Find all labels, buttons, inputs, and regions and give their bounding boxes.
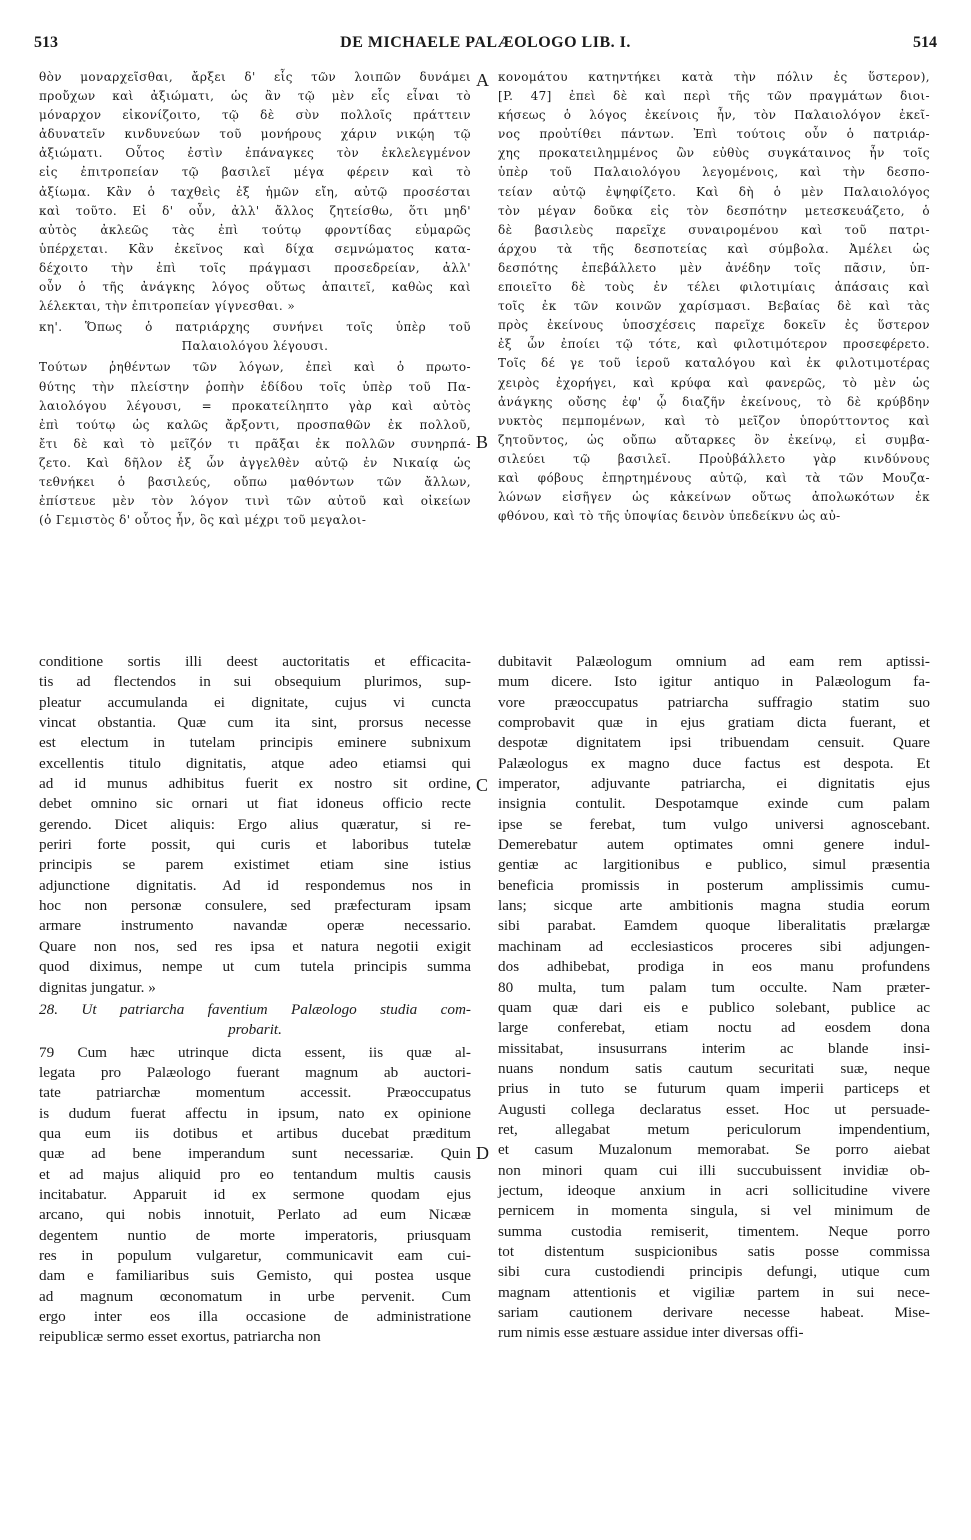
text-line: conditione sortis illi deest auctoritatis et efficacita- <box>39 653 471 670</box>
text-line: vore præoccupatus patriarcha suffragio statim suo <box>498 693 930 711</box>
text-line: νος προὐτίθει πάντων. Ἐπὶ τούτοις οὖν ὁ πατριάρ- <box>498 127 930 142</box>
text-line: καὶ φόβους ἐπηρτημένους αὐτῷ, καὶ τὰ τῶν Μουζα- <box>498 470 930 485</box>
text-line: εἰς ἐπιτροπείαν τῷ βασιλεῖ μέγα φέρειν καὶ τὸ <box>39 165 471 180</box>
text-line: ζετο. Καὶ δῆλον ἐξ ὧν ἀγγελθὲν αὐτῷ ἐν Νικαίᾳ ὡς <box>39 455 471 470</box>
text-line: missitabat, insusurrans interim ac blande insi- <box>498 1039 930 1057</box>
text-line: dos adhibebat, prodiga in eos manu profundens <box>498 958 930 976</box>
text-line: Demerebatur autem optimates omni genere indul- <box>498 836 930 854</box>
text-line: incitabatur. Apparuit id ex sermone quodam ejus <box>39 1185 471 1203</box>
text-line: δεσπότης ἐπεβάλλετο μὲν ἀνέδην τοῖς πᾶσιν, ὑπ- <box>498 260 930 275</box>
text-line: τείαν αὐτῷ ἐψηφίζετο. Καὶ δὴ ὁ μὲν Παλαιολόγος <box>498 184 930 199</box>
text-line: is dudum fuerat affectu in ipsum, nato ex opinione <box>39 1104 471 1122</box>
latin-translation-right-column <box>498 652 930 1344</box>
latin-paragraph-left-2 <box>39 1043 471 1348</box>
text-line: νυκτὸς πεμπομένων, καὶ τὸ μεῖζον ὑπορύττοντος καὶ <box>498 413 930 428</box>
text-line: τοῖς ἐκ τῶν κοινῶν χαρίσμασι. Βεβαίας δὲ καὶ τὰς <box>498 299 930 314</box>
text-line: φθόνου, καὶ τὸ τῆς ὑποψίας δεινὸν ὑπεδείκνυ ὡς αὐ- <box>498 509 841 524</box>
text-line: ἐπὶ τούτῳ ὡς καλῶς ἄρξοντι, προσπαθῶν ἐκ πολλοῦ, <box>39 417 471 432</box>
page-header <box>34 34 937 56</box>
text-line: άρχου τὰ τῆς δεσποτείας καὶ σύμβολα. Ἀμέλει ὡς <box>498 241 930 256</box>
text-line: εποιεῖτο δὲ τοὺς ἐν τέλει φιλοτιμίαις ἁπάσαις καὶ <box>498 280 930 295</box>
text-line: θὸν μοναρχεῖσθαι, ἄρξει δ' εἷς τῶν λοιπῶν δυνάμει <box>39 70 471 84</box>
latin-section-heading <box>39 1000 471 1041</box>
margin-marker-d: D <box>476 1143 489 1163</box>
text-line: χης προκατειλημμένος ὢν εὐθὺς συγκάταινος ἦν τοῖς <box>498 146 930 161</box>
margin-marker-a: A <box>476 70 489 90</box>
text-line: quæ ad bene imperandum sunt necessariæ. Quin <box>39 1145 471 1163</box>
text-line: αὐτὸς ἀκλεῶς τὰς ἐπὶ τούτῳ φροντίδας εὐμαρῶς <box>39 222 471 237</box>
latin-paragraph-left <box>39 652 471 998</box>
text-line: ζητοῦντος, ὡς οὔπω αὔταρκες ὂν ἐκείνῳ, εἰ συμβα- <box>498 432 930 447</box>
text-line: et ad majus aliquid pro eo tentandum multis causis <box>39 1165 471 1183</box>
text-line: κονομάτου κατηντήκει κατὰ τὴν πόλιν ἐς ὕστερον), <box>498 70 930 84</box>
text-line: ὑπέρχεται. Κἂν ἐκεῖνος καὶ δίχα σεμνώματος κατα- <box>39 241 471 256</box>
right-page-number: 514 <box>913 34 937 51</box>
text-line: ὑπὲρ τοῦ Παλαιολόγου λεγομένοις, καὶ τὴν δεσπο- <box>498 165 930 180</box>
text-line: λώνων εἰσῆγεν ὡς κἀκείνων οὕτως ἀπολωκότων ἐκ <box>498 490 930 505</box>
text-line: ipse se ferebat, tum vulgo universi agnoscebant. <box>498 815 930 833</box>
text-line: ἀδυνατεῖν κινδυνεύων τοῦ μονήρους χάριν νικῴη τῷ <box>39 127 471 142</box>
text-line: magnam attentionis et vigiliæ partem in sui nece- <box>498 1283 930 1301</box>
latin-paragraph-right <box>498 652 930 1344</box>
text-line: 80 multa, tum palam tum occulte. Nam præter- <box>498 978 930 996</box>
text-line: τεθνήκει ὁ βασιλεύς, οὔπω μαθόντων τῶν ἄλλων, <box>39 474 471 489</box>
text-line: periri forte possit, qui curis et laboribus tutelæ <box>39 836 471 854</box>
text-line: tate patriarchæ momentum accessit. Præoccupatus <box>39 1084 471 1102</box>
text-line: debet omnino sic ornari ut fiat idoneus officio recte <box>39 795 471 813</box>
text-line: [P. 47] ἐπεὶ δὲ καὶ περὶ τῆς τῶν πραγμάτων διοι- <box>498 89 930 104</box>
text-line: jectum, ideoque anxium in acri sollicitudine vivere <box>498 1181 930 1199</box>
text-line: 28. Ut patriarcha faventium Palæologo studia com- <box>39 1000 471 1018</box>
text-line: sibi parabat. Eamdem quoque liberalitatis prælargæ <box>498 917 930 935</box>
text-line: ergo inter eos illa occasione de administratione <box>39 1308 471 1325</box>
text-line: κήσεως ὁ λόγος ἐκείνοις ἦν, τὸν Παλαιολόγον ἐκεῖ- <box>498 108 930 123</box>
text-line: large conferebat, etiam noctu ad eosdem dona <box>498 1019 930 1037</box>
text-line: μόναρχον εἰκονίζοιτο, τῷ δὲ σὺν πολλοῖς πράττειν <box>39 108 471 123</box>
latin-translation-left-column <box>39 652 471 1348</box>
greek-paragraph-left-2 <box>39 358 471 530</box>
text-line: beneficia promissis in posterum amplissimis cumu- <box>498 876 930 894</box>
greek-text-left-column <box>39 68 471 530</box>
text-line: summa custodia remiserit, timentem. Neque porro <box>498 1222 930 1240</box>
text-line: pleatur accumulanda ei dignitate, cujus vi cuncta <box>39 693 471 711</box>
text-line: et casum Muzalonum memorabat. Se porro aiebat <box>498 1141 930 1159</box>
text-line: non minori quam cui illi succubuissent invidiæ ob- <box>498 1161 930 1179</box>
text-line: Τοῖς δέ γε τοῦ ἱεροῦ καταλόγου καὶ ἐκ φιλοτιμοτέρας <box>498 356 930 371</box>
text-line: ret, allegabat metum periculorum impendentium, <box>498 1120 930 1138</box>
greek-paragraph-left <box>39 68 471 316</box>
text-line: δέχοιτο τὴν ἐπὶ τοῖς πράγμασι προσεδρείαν, ἀλλ' <box>39 260 471 275</box>
text-line: est electum in tutelam principis eminere subnixum <box>39 734 471 752</box>
text-line: reipublicæ sermo esset exortus, patriarcha non <box>39 1328 321 1346</box>
text-line: dignitas jungatur. » <box>39 978 156 996</box>
text-line: ἀνάγκης οὔσης ἐφ' ᾧ διαζῆν ἐκείνους, τὸ δὲ κρύβδην <box>498 394 930 409</box>
text-line: probarit. <box>228 1021 282 1039</box>
text-line: Augusti collega declaratus esset. Hoc ut persuade- <box>498 1100 930 1118</box>
text-line: κη'. Ὅπως ὁ πατριάρχης συνήνει τοῖς ὑπὲρ τοῦ <box>39 320 471 335</box>
text-line: (ὁ Γεμιστὸς δ' οὗτος ἦν, ὃς καὶ μέχρι τοῦ μεγαλοι- <box>39 513 367 528</box>
text-line: Palæologus ex magno duce factus est despota. Et <box>498 754 930 772</box>
text-line: excellentis titulo dignitatis, atque adeo etiamsi qui <box>39 754 471 772</box>
text-line: λέλεκται, τὴν ἐπιτροπείαν γίγνεσθαι. » <box>39 299 296 314</box>
text-line: armare instrumento navandæ operæ necessario. <box>39 917 471 935</box>
text-line: καὶ τοῦτο. Εἰ δ' οὖν, ἀλλ' ἄλλος ζητείσθω, ὅτι μηδ' <box>39 203 471 218</box>
text-line: arcano, qui nobis innotuit, Perlato ad eum Nicææ <box>39 1206 471 1224</box>
text-line: quod diximus, nempe ut cum tutela principis summa <box>39 958 471 976</box>
text-line: ἀξίωμα. Κἂν ὁ ταχθεὶς ἐξ ἡμῶν εἴη, αὐτῷ προσέσται <box>39 184 471 199</box>
text-line: prius in tuto se futurum quam imperii particeps et <box>498 1080 930 1098</box>
text-line: machinam ad ecclesiasticos proceres sibi adjungen- <box>498 937 930 955</box>
text-line: res in populum vulgaretur, communicavit eam cui- <box>39 1246 471 1264</box>
text-line: vincat obstantia. Quæ cum ita sint, prorsus necesse <box>39 714 471 732</box>
text-line: qua eum iis dotibus et artibus ducebat præditum <box>39 1124 471 1142</box>
greek-section-heading <box>39 318 471 356</box>
text-line: despotæ dignitatem ipsi tribuendam censuit. Quare <box>498 734 930 752</box>
margin-marker-b: B <box>476 432 489 452</box>
text-line: σιλεύει τῷ βασιλεῖ. Προὐβάλλετο γὰρ κινδύνους <box>498 451 930 466</box>
text-line: ad magnum œconomatum in urbe pervenit. Cum <box>39 1287 471 1305</box>
text-line: Quare non nos, sed res ipsa et natura negotii exigit <box>39 937 471 955</box>
text-line: pernicem in momenta singula, si vel minimum de <box>498 1202 930 1220</box>
text-line: Παλαιολόγου λέγουσι. <box>181 339 329 354</box>
text-line: οὖν ὁ τῆς ἀνάγκης λόγος οὕτως ἀπαιτεῖ, καθὼς καὶ <box>39 280 471 295</box>
text-line: ad id munus adhibitus fuerit ex nostro sit ordine, <box>39 775 471 793</box>
text-line: ἐπίστευε μὲν τὸν λόγον τινὶ τῶν αὐτοῦ καὶ οἰκείων <box>39 494 471 509</box>
text-line: sariam cautionem derivare necesse habeat. Mise- <box>498 1304 930 1321</box>
text-line: ἀξιώματι. Οὗτος ἐστὶν ἐπάναγκες τὸν ἐκλελεγμένον <box>39 146 471 161</box>
text-line: imperator, adjuvante patriarcha, ei dignitatis ejus <box>498 775 930 793</box>
text-line: δὲ βασιλεὺς παρεῖχε συναιρομένου καὶ τοῦ πατρι- <box>498 222 930 237</box>
greek-paragraph-right <box>498 68 930 526</box>
margin-marker-c: C <box>476 775 489 795</box>
text-line: θύτης τὴν πλείστην ῥοπὴν ἐδίδου τοῖς ὑπὲρ τοῦ Πα- <box>39 379 471 394</box>
text-line: degentem nuntio de morte imperatoris, priusquam <box>39 1226 471 1244</box>
text-line: gentiæ ac largitionibus e publico, simul præsentia <box>498 856 930 874</box>
text-line: ἐξ ὧν ἐποίει τῷ τότε, καὶ φιλοτιμότερον προσεφέρετο. <box>498 337 930 352</box>
greek-text-right-column <box>498 68 930 526</box>
text-line: ἔτι δὲ καὶ τὸ μεῖζόν τι πρᾶξαι ἐκ πολλῶν συνηρπά- <box>39 436 471 451</box>
text-line: προὔχων καὶ ἀξιώματι, ὡς ἂν τῷ μὲν εἷς εἶναι τὸ <box>39 89 471 104</box>
text-line: mum dicere. Isto igitur antiquo in Palæologum fa- <box>498 673 930 691</box>
text-line: adjunctione dignitatis. Ad id respondemus nos in <box>39 876 471 894</box>
text-line: tot distentum suspicionibus satis posse commissa <box>498 1242 930 1260</box>
text-line: Τούτων ῥηθέντων τῶν λόγων, ἐπεὶ καὶ ὁ πρωτο- <box>39 360 471 375</box>
text-line: dam e familiaribus suis Gemisto, qui postea usque <box>39 1267 471 1285</box>
text-line: χειρὸς ἐχορήγει, καὶ κρύφα καὶ φανερῶς, τὸ μὲν ὡς <box>498 375 930 390</box>
text-line: sibi cura custodiendi principis defungi, utique cum <box>498 1263 930 1281</box>
left-page-number: 513 <box>34 34 58 51</box>
text-line: insignia contulit. Despotamque exinde cum palam <box>498 795 930 813</box>
text-line: comprobavit quæ in ejus gratiam dicta fuerant, et <box>498 714 930 732</box>
text-line: lans; sicque arte ambitionis magna studia eorum <box>498 897 930 915</box>
running-title: DE MICHAELE PALÆOLOGO LIB. I. <box>340 34 631 51</box>
text-line: πρὸς ἐκείνους ὑποσχέσεις παρεῖχε δοκεῖν ἐς ὕστερον <box>498 318 930 333</box>
text-line: rum nimis esse æstuare assidue inter diversas offi- <box>498 1324 804 1342</box>
text-line: tis ad flectendos in sui obsequium plurimos, sup- <box>39 673 471 691</box>
text-line: τὸν μέγαν δοῦκα εἰς τὸν δεσπότην μετεσκευάζετο, ὁ <box>498 203 930 218</box>
text-line: 79 Cum hæc utrinque dicta essent, iis quæ al- <box>39 1043 471 1061</box>
text-line: quam quæ dari eis e publico solebant, publice ac <box>498 998 930 1016</box>
text-line: gerendo. Dicet aliquis: Ergo alius quæratur, si re- <box>39 815 471 833</box>
text-line: legata pro Palæologo fuerant magnum ab auctori- <box>39 1063 471 1081</box>
text-line: nuans nondum satis cautum securitati suæ, neque <box>498 1059 930 1077</box>
text-line: principis se parem existimet etiam sine istius <box>39 856 471 874</box>
text-line: λαιολόγου λέγουσι, = προκατείληπτο γὰρ καὶ αὐτὸς <box>39 398 471 413</box>
text-line: hoc non personæ consulere, sed præfecturam ipsam <box>39 897 471 915</box>
text-line: dubitavit Palæologum omnium ad eam rem aptissi- <box>498 653 930 670</box>
